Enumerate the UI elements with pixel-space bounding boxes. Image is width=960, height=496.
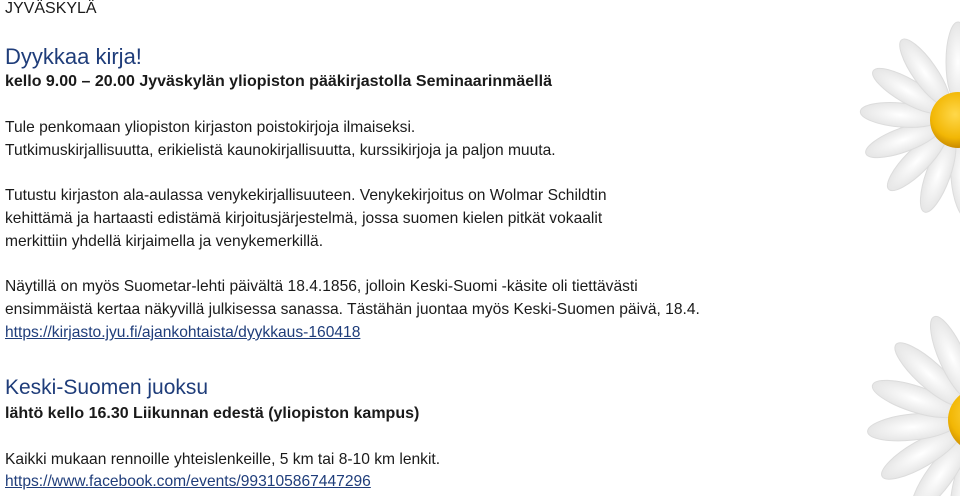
paragraph-line: kehittämä ja hartaasti edistämä kirjoitusjärjestelmä, jossa suomen kielen pitkät vokaalit: [5, 210, 603, 227]
event-link-library[interactable]: https://kirjasto.jyu.fi/ajankohtaista/dyykkaus-160418: [5, 324, 361, 341]
event-title-book-dive: Dyykkaa kirja!: [5, 44, 142, 69]
city-label: JYVÄSKYLÄ: [5, 0, 97, 17]
paragraph-line: Tutkimuskirjallisuutta, erikielistä kaunokirjallisuutta, kurssikirjoja ja paljon muuta.: [5, 142, 556, 159]
event-description: Kaikki mukaan rennoille yhteislenkeille, 5 km tai 8-10 km lenkit.: [5, 451, 441, 468]
paragraph-line: Tutustu kirjaston ala-aulassa venykekirjallisuuteen. Venykekirjoitus on Wolmar Schildtin: [5, 187, 607, 204]
event-time-place: kello 9.00 – 20.00 Jyväskylän yliopiston pääkirjastolla Seminaarinmäellä: [5, 73, 552, 90]
event-title-run: Keski-Suomen juoksu: [5, 376, 209, 399]
daisy-flower-icon: [866, 307, 960, 496]
paragraph-line: ensimmäistä kertaa näkyvillä julkisessa sanassa. Tästähän juontaa myös Keski-Suomen päivä, 18.4.: [5, 301, 700, 318]
daisy-flower-icon: [859, 22, 960, 219]
event-time-place: lähtö kello 16.30 Liikunnan edestä (yliopiston kampus): [5, 405, 420, 422]
paragraph-line: Näytillä on myös Suometar-lehti päivältä 18.4.1856, jolloin Keski-Suomi -käsite oli tiettävästi: [5, 278, 638, 295]
paragraph-line: Tule penkomaan yliopiston kirjaston poistokirjoja ilmaiseksi.: [5, 119, 416, 136]
event-link-facebook[interactable]: https://www.facebook.com/events/993105867447296: [5, 473, 371, 490]
daisy-decoration: [840, 0, 960, 496]
paragraph-line: merkittiin yhdellä kirjaimella ja venykemerkillä.: [5, 233, 324, 250]
